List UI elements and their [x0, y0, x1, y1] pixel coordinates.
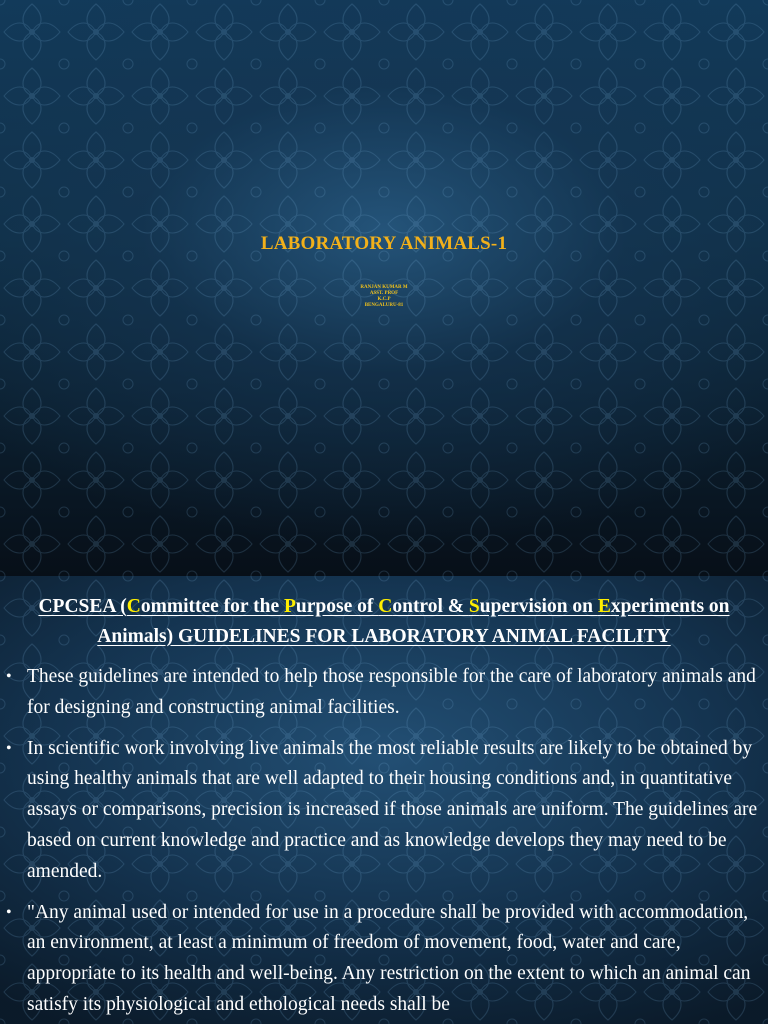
bullet-item [0, 898, 768, 1021]
bullet-list [0, 662, 768, 1024]
bullet-item [0, 662, 768, 724]
heading-part: ontrol & [392, 596, 469, 617]
author-location: BENGALURU-81 [364, 303, 404, 308]
heading-initial: P [283, 596, 296, 617]
heading-initial: S [468, 596, 480, 617]
author-name: RANJAN KUMAR M [360, 285, 408, 290]
author-designation: ASST. PROF [369, 291, 399, 296]
bullet-dot-icon: • [6, 739, 12, 757]
heading-initial: E [597, 596, 611, 617]
bullet-item [0, 734, 768, 888]
content-slide [0, 576, 768, 1024]
slide-title: LABORATORY ANIMALS-1 [260, 233, 508, 254]
bullet-text: "Any animal used or intended for use in a procedure shall be provided with accommodation, an environment, at least a minimum of freedom of movement, food, water and care, appropriate to its health and well-being. Any restriction on the extent to which an animal can satisfy its physiological and ethological needs shall be [27, 901, 751, 1015]
heading-part: upervision on [479, 596, 598, 617]
heading-part: ommittee for the [140, 596, 284, 617]
heading-part: xperiments on Animals) GUIDELINES FOR LABORATORY ANIMAL FACILITY [97, 596, 730, 647]
bullet-dot-icon: • [6, 668, 12, 685]
bullet-text: In scientific work involving live animals the most reliable results are likely to be obtained by using healthy animals that are well adapted to their housing conditions and, in quantitative assays or comparisons, precision is increased if those animals are uniform. The guidelines are based on current knowledge and practice and as knowledge develops they may need to be amended. [27, 737, 758, 882]
author-institution: K.C.P [377, 297, 391, 302]
heading-initial: C [378, 596, 393, 617]
bullet-dot-icon: • [6, 903, 12, 921]
heading-part: urpose of [295, 596, 379, 617]
author-block [0, 285, 768, 309]
slide-heading [10, 592, 758, 652]
heading-part: CPCSEA ( [38, 596, 127, 617]
heading-initial: C [126, 596, 141, 617]
bullet-text: These guidelines are intended to help those responsible for the care of laboratory animals and for designing and constructing animal facilities. [27, 666, 756, 718]
